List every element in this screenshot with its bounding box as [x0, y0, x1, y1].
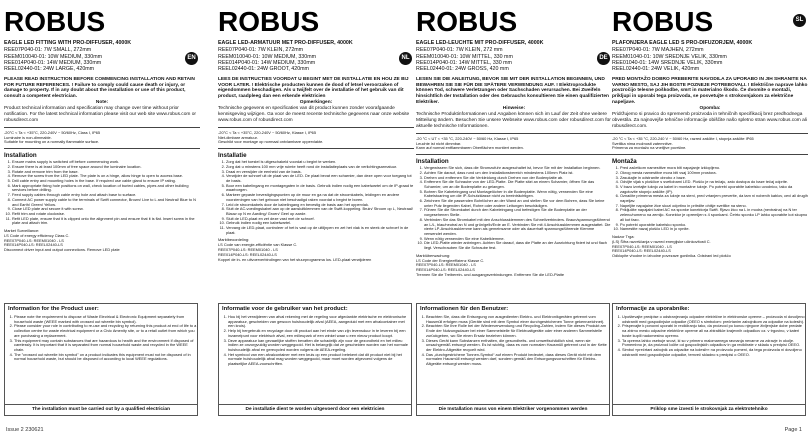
note-heading: Hinweise: — [502, 106, 526, 112]
installation-steps: 1. Zorg dat het toestel is uitgeschakeld voordat u begint te werken. 2. Zorg dat u minstens 100 mm vrije ruimte heeft rond de installatieplaats van de verlichtingsarmatuur. 3. Draai en verwijder de eenheid van de basis. 4. Verwijder de schroef uit de plaat van de LED. De plaat bevat een scharnier, dan deze open voor toegang tot de basis. 5. Boor een kabelingang en montagegaten in de basis. Gebruik indien nodig een kabelwartel om de IP-graad te waarborgen. 6. Markeer gepaste bevestigingspunten op de muur en ga na dat de stroomkabels, leidingen en andere voorzieningen van het gebouw niet beschadigd raken voordat u begint te boren. 7. Leid de stroomkabels door de kabelingang en bevestig de basis aan het oppervlak. 8. Sluit de AC-voedingskabel aan op de aansluitklemmen van de Swift-koppeling. Bruin/ Stroom op L, Neutraal/ Blauw op N en Aarding/ Groen/ Geel op aarde. 9. Sluit de LED-plaat en zet deze vast met de schroef. 10. Gebruik indien nodig een kabelwartel. 11. Vervang de LED-plaat, controleer of het is vast op de uitlijnpen en zet het vlak is en steek de schroef in de plaat. — [218, 160, 414, 235]
market-surveillance: Market Surveillance: LS Code of energy efficiency Class C. REE07P040-LS: REEM01040 - LS REE014P040-LS: REEL02440-LS Disconnect driver input and output connections. Remove LED plate — [4, 228, 120, 253]
note-heading: Opmerkingen: — [299, 100, 333, 106]
user-info-list: 1. Please note the requirement to dispose of Waste Electrical & Electronic Equipment separately from household waste (WEEE marked with crossed out wheelie bin symbol). 2. Please consider your role in contributing to re-use and recycling by returning this product at end of life to a collection centre for waste electrical equipment or a Civic Amenity site, or to a retail outlet from which you are purchasing a replacement. 3. This equipment may contain substances that are hazardous to health and the environment if disposed of carelessly. It is important that it is separated from normal household waste and recycled in the WEEE chain. 4. The "crossed out wheelie bin symbol" on a product indicates this equipment must not be disposed of in normal household waste, but should be disposed of according to local WEEE regulations. — [5, 315, 197, 362]
divider — [218, 148, 414, 149]
user-info-box — [612, 303, 806, 416]
note-heading: Opomba: — [699, 106, 721, 112]
product-title: EAGLE LED-LEUCHTE MIT PRO-DIFFUSER, 4000K — [416, 40, 544, 46]
robus-logo: ROBUS — [416, 6, 518, 37]
divider — [416, 154, 612, 155]
safety-warning: LESEN SIE DIE ANLEITUNG, BEVOR SIE MIT DER INSTALLATION BEGINNEN, UND BEWAHREN SIE SIE FÜR DIE SPÄTERE VERWENDUNG AUF. ! Elektroprodukte können Tod, schwere Verletzungen oder Sachschaden verursachen. Bei Zweifeln hinsichtlich der Installation oder des Gebrauchs konsultieren Sie einen qualifizierten Elektriker. — [416, 76, 609, 106]
divider — [4, 127, 200, 128]
robus-logo: ROBUS — [218, 6, 320, 37]
section-heading: Installatie — [218, 152, 247, 160]
divider — [416, 133, 612, 134]
column-nl — [218, 0, 414, 425]
product-codes: REE07P040-01: 7W KLEIN, 272mm REEM010040-01: 10W MEDIUM, 330mm REE014P040-01: 14W MEDIUM, 330mm REEL02440-01: 24W GROOT, 420mm — [218, 47, 317, 73]
page-number: Page 1 — [784, 427, 802, 433]
spec-block: -20°C < Ta < +35°C, 220-240V ~ 50/60Hz, Klasse I, IP65 Niet-dimbare armatuur. Geschikt voor montage op normaal ontvlambare oppervlakte. — [218, 129, 324, 145]
user-info-box — [4, 303, 198, 416]
language-badge: SL — [793, 14, 806, 27]
spec-block: -20 °C < UT < +35 °C, 220-240V ~ 50/60 Hz, Klasse I, IP65 Leuchte ist nicht dimmbar. Kann auf normal entflammbaren Oberflächen montiert werden. — [416, 135, 524, 151]
section-heading: Montaža — [612, 158, 637, 166]
installation-steps: 1. Vergewissern Sie sich, dass die Stromzufuhr ausgeschaltet ist, bevor Sie mit der Installation beginnen. 2. Achten Sie darauf, dass rund um den Installationsbereich mindestens 100mm Platz ist. 3. Drehen und entfernen Sie die Verkleidung durch Drehen von der Bodenplatte ab. 4. Entfernen Sie die Schraube von der LED-Platte. Die Platte sitzt an einem Scharnier, öffnen Sie das Scharnier, um an die Bodenplatte zu gelangen. 5. Bohren Sie Kabeleingang und Montagelöcher in die Bodenplatte. Wenn nötig, verwenden Sie eine Kabelstoarimg um die IP-Schutzklasse nicht zu beeinträchtigen. 6. Zeichnen Sie die passenden Bohrlöcher an der Wand an und stellen Sie vor dem Bohren, dass Sie keine unter Putz liegenden Kabel, Rohre oder andere Leitungen beschädigen. 7. Führen Sie die Stromkabel durch den Kabeleingang und befestigen Sie die Bodenplatte an der vorgesehenen Stelle. 8. Verbinden Sie das Stromkabel mit den Anschlussklemmen des Schnellverbinders. Braun/spannungsführend an L/L, blau/neutral an N und grün/gelb/Erde an E. Verbinden Sie mit 4 Anschlussklemmen ausgestattet. Die vierte LP-Anschlussklemme kann als gemeinsame oder als dauerhaft spannungsführende Klemme verwendet werden. 9. Wenn nötig verwenden Sie eine Kabelklemme. 10. Die LED-Platte wieder anbringen. Achten Sie darauf, dass die Platte an der Ausrichtung fixiert ist und flach liegt. Verschrauben Sie die Schraube fest. — [416, 166, 612, 251]
column-de — [416, 0, 612, 425]
box-footer: De installatie dient te worden uitgevoerd door een elektricien — [219, 404, 411, 415]
language-badge: DE — [597, 52, 610, 65]
divider — [4, 148, 200, 149]
product-title: PLAFONJERA EAGLE LED S PRO-DIFUZORJEM, 4000K — [612, 40, 753, 46]
note-text: Technische Produktinformationen und Angaben können sich im Lauf der Zeit ohne weitere Mitteilung ändern. Besuchen Sie unsere Webseite www.robus.com oder robusdirect.com für aktuelle technische Informationen. — [416, 112, 611, 129]
robus-logo: ROBUS — [612, 6, 714, 37]
divider — [612, 154, 808, 155]
spec-block: -20°C < Ta < +35°C, 220-240V ~ 50/60Hz, Class I, IP65 Luminaire is non-dimmable. Suitable for mounting on a normally flammable surface. — [4, 129, 101, 145]
robus-logo: ROBUS — [4, 6, 106, 37]
product-title: EAGLE LED FITTING WITH PRO-DIFFUSER, 4000K — [4, 40, 132, 46]
note-text: Technische gegevens en specificaties van dit product kunnen zonder voorafgaande kennisgeving wijzigen. Ga voor de meest recente technische gegevens naar onze website www.robus.com of robusdirect.com — [218, 106, 410, 123]
product-codes: REE07P040-01: 7W MAJHEN, 272mm REEM01040-01: 10W SREDNJE VELIK, 330mm REE01040-01: 14W SREDNJE VELIK, 330mm REEL02440-01: 24W VELIK, 420mm — [612, 47, 727, 73]
section-heading: Installation — [4, 152, 37, 160]
note-text: Product technical information and specification may change over time without prior notification. For the latest technical information please visit our web site www.robus.com or robusdirect.com — [4, 106, 196, 123]
divider — [612, 133, 808, 134]
note-heading: Note: — [95, 100, 109, 106]
divider — [218, 127, 414, 128]
safety-warning: LEES DE INSTRUCTIES VOORDAT U BEGINT MET DE INSTALLATIE EN HOU ZE BIJ VOOR LATER. ! Elektrische producten kunnen de dood of letsel veroorzaken of eigendommen beschadigen. Als u twijfelt over de installatie of het gebruik van dit product, raadpleeg dan een erkende elektricien — [218, 76, 409, 100]
market-surveillance: Marktüberwachung: LS Code der Energieeffizienz Klasse C. REE07P040-LS: REEM01040 - LS REE014P040-LS: REEL02440-LS Trennen Sie die Treiberein- und ausgangsverbindungen. Entfernen Sie die LED-Platte — [416, 252, 565, 277]
issue-label: Issue 2 230621 — [6, 427, 44, 433]
box-footer: Priklop sme izvesti le strokovnjak za elektrotehniko — [613, 404, 805, 415]
product-title: EAGLE LED-ARMATUUR MET PRO-DIFFUSER, 4000K — [218, 40, 353, 46]
safety-warning: PRED MONTAŽO DOBRO PREBERITE NAVODILA ZA UPORABO IN JIH SHRANITE NA VARNO MESTO, SAJ JIH BOSTE POZNEJE POTREBOVALI. ! Električne naprave lahko povzročijo telesne poškodbe, smrt in materialno škodo. Če dvomite o montaži, prikljupi in uporabi tega proizvoda, se posvetujte s strokovnjakom za električne napeljave. — [612, 76, 808, 106]
user-info-list: 1. Beachten Sie, dass die Entsorgung von ausgedienten Elektro- und Elektronikgeräten getrennt vom Hausmüll erfolgen muss (Geräte sind mit dem Symbol einer durchgestrichenen Tonne gekennzeichnet). 2. Beachten Sie Ihre Rolle bei der Wiederverwendung und Recycling-Zahlen, indem Sie dieses Produkt am Ende der Nutzungsdauer bei einer Sammelstelle für Elektroaltgeräte oder einer anderen Sammelstelle zurückgeben, wo Sie einen Ersatz beziehen können. 3. Dieses Gerät kann Substanzen enthalten, die gesundheits- und umweltschädlich sind, wenn sie unsachgemäß entsorgt werden. Es ist wichtig, dass es vom normalen Hausmüll getrennt und in der Kette der Elektro-Altgeräte recycelt wird. 4. Das „durchgestrichene Tonnen-Symbol“ auf einem Produkt bedeutet, dass dieses Gerät nicht mit dem normalen Hausmüll entsorgt werden darf, sondern gemäß den Entsorgungsvorschriften für Elektro-Altgeräte entsorgt werden muss. — [417, 315, 609, 367]
user-info-box — [416, 303, 610, 416]
user-info-list: 1. Upoštevajte predpise o odstranjevanju odpadne električne in elektronske opreme – proizvoda ni dovoljeno odstraniti med gospodinjske odpadke (OEEO s simbolom: prečrtanim zabojnikom za odpadke na kolesih). 2. Prispevajte k ponovni uporabi in recikliranju tako, da proizvod po koncu njegove življenjske dobe predate na zbirno mesto odpadne električne opreme ali na zbirališče krajevnih odpadkov oz. v trgovino, v kateri boste kupili nadomestno opremo. 3. Ta oprema lahko vsebuje snovi, ki so v primeru malomarnega ravnanja nevarne za zdravje in okolje. Pomembno je, da proizvod ločite od gospodinjskih odpadkov in ga reciklirate v skladu s predpisi OEEO. 4. Simbol »prečrtani zabojnik za odpadke na kolesih« na proizvodu pomeni, da tega proizvoda ni dovoljeno odstraniti med gospodinjske odpadke, temveč skladno s predpisi o OEEO. — [613, 315, 805, 357]
box-footer: The installation must be carried out by a qualified electrician — [5, 404, 197, 415]
safety-warning: PLEASE READ INSTRUCTION BEFORE COMMENCING INSTALLATION AND RETAIN FOR FUTURE REFERENCES. ! Failure to comply could cause death or injury, or damage to property. If in any doubt about the installation or use of this product, consult a competent electrician. — [4, 76, 195, 100]
column-en — [4, 0, 200, 425]
section-heading: Installation — [416, 158, 449, 166]
box-heading: Informationen für den Benutzer: — [420, 306, 509, 312]
column-sl — [612, 0, 808, 425]
spec-block: -20 °C < Ta < +35 °C, 220-240 V ~ 50/60 Hz, razred zaščite I, stopnja zaščite IP65 Svetilka nima možnosti zatemnitve. Primerna za montažo na vnetljive površine. — [612, 135, 754, 151]
box-footer: Die Installation muss von einem Elektriker vorgenommen werden — [417, 404, 609, 415]
user-info-list: 1. Hou bij het verwijderen van afval rekening met de regeling voor afgedankte elektrische en elektronische apparatuur, gescheiden van gewoon huishoudelijk afval (AEEA, aangeduid met een afvalcontainer met een kruis). 2. Help bij hergebruik en recyclage door dit product aan het einde van zijn levensduur in te leveren bij een inzamelpunt voor elektrisch afval, een milieupark of een winkel waar u een nieuw product koopt. 3. Deze apparatuur kan gevaarlijke stoffen bevatten die schadelijk zijn voor de gezondheid en het milieu indien ze onzorgvuldig worden weggegooid. Het is belangrijk dat ze gescheiden worden van het normale huishoudelijk afval en gerecycled worden volgens de AEEA-regeling. 4. Het symbool van een afvalcontainer met een kruis op een product betekent dat dit product niet bij het normale huishoudelijk afval mag worden weggegooid, maar moet worden afgevoerd volgens de plaatselijke AEEA-voorschriften. — [219, 315, 411, 367]
market-surveillance: Nadzor Trga: (LS) Šifra razvrščanja v razred energijske učinkovitosti C. REE07P040-LS: REEM01040 - LS REE014P040-LS: REEL02440-LS Odklopite vhodne in izhodne povezave gonilnika. Odstrani led ploščo — [612, 233, 731, 259]
product-codes: REE07P040-01: 7W KLEIN, 272 mm REEM010040-01: 10W MITTEL, 330 mm REE014P040-01: 14W MITTEL, 330 mm REEL02440-01: 24W GROSS, 420 mm — [416, 47, 513, 73]
box-heading: Information for the Product user: — [8, 306, 99, 312]
language-badge: NL — [399, 52, 412, 65]
user-info-box — [218, 303, 412, 416]
note-text: Pridržujemo si pravico do sprememb proizvoda in tehničnih specifikacij brez predhodnega obvestila. Za najnovejše tehnične informacije obiščite našo spletno stran www.robus.com ali robusdirect.com. — [612, 112, 807, 129]
installation-steps: 1. Pred začetkom namestitve mora biti napajanje izklopljeno. 2. Okrog mesta namestitve mora biti vsaj 100mm prostora. 3. Zasukajte in odstranite obrobo z baze. 4. Odvijte vijak s ploščice s svetlobami LED. Ploščo je na tečaju, zato dostopa do baze tečaj odprite. 5. V bazo izvrtajte luknjo za kabel in montažne luknje. Po potrebi uporabite kabelsko uvodnico, tako da zagotovite stopnjo zaščite (IP). 6. Označite primerna mesta za luknje na steni, pred vrtanjem preverite, da tam ni nobenih kablov, cevi ali drugih napeljav. 7. Napeljite napajalne žice skozi odprtino in pritrdite ohišje svetilke na steno. 8. Priključite napajalni kabel AC na sponke konektorja Swift. Rjavo žico na L in modra (nevtralna) na N ter zeleno/rumeno na zemljo. Konektor je opremljen s 4 sponkami. Četrto sponko LP lahko uporabite kot skupno ali kot fazo. 9. Po potrebi uporabite kabelsko sponko. 10. Namestite nazaj ploščo LED in jo vpnite. — [612, 166, 808, 232]
box-heading: Informacije za uporabnike: — [616, 306, 690, 312]
box-heading: Informatie voor de gebruiker van het product: — [222, 306, 348, 312]
market-surveillance: Marktbeoordeling: LS Code van energie-efficiëntie van Klasse C. REE07P040-LS: REEM01040 - LS REE014P040-LS: REEL02440-LS Koppel de in- en uitvoerverbindingen van het stuurprogramma los. LED-plaat verwijderen — [218, 237, 372, 262]
language-badge: EN — [185, 52, 198, 65]
installation-steps: 1. Ensure mains supply is switched off before commencing work. 2. Ensure there is at least 100mm of free space around the luminaire location. 3. Rotate and remove trim from the base. 4. Remove the screw from the LED plate. The plate is on a hinge, allow hinge to open to access base. 5. Drill cable entry and mounting holes in the base. If required use cable gland to ensure IP rating. 6. Mark appropriate fixing hole positions on wall, check location of buried cables, pipes and other building services before drilling. 7. Feed supply cables through cable entry hole and attach base to surface. 8. Connect AC power supply cable to the terminals of Swift connector, Brown/ Live to L and Neutral/ Blue to N and Earth/ Green/ Yellow. 9. Close LED plate and secure it with screw. 10. Refit trim and rotate clockwise. 11. Refit LED plate, ensure that it is clipped onto the alignment pin and ensure that it is flat. Insert screw in the plate and attach trim. — [4, 160, 200, 226]
product-codes: REE07P040-01: 7W SMALL, 272mm REEM010040-01: 10W MEDIUM, 330mm REE014P040-01: 14W MEDIUM, 330mm REEL02440-01: 24W LARGE, 420mm — [4, 47, 103, 73]
